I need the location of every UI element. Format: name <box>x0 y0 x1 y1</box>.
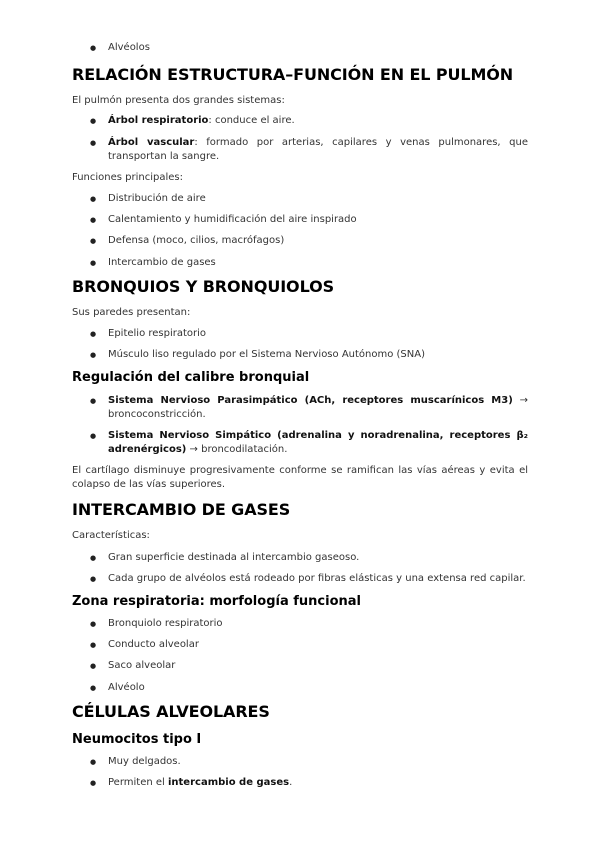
list-item: ● Saco alveolar <box>108 659 528 673</box>
list-item <box>108 776 528 790</box>
list-item: ● Conducto alveolar <box>108 638 528 652</box>
definition: : conduce el aire. <box>208 115 295 126</box>
list-item: ● Alvéolo <box>108 681 528 695</box>
list-item: ● Músculo liso regulado por el Sistema Nervioso Autónomo (SNA) <box>108 348 528 362</box>
section-title-bronquios: BRONQUIOS Y BRONQUIOLOS <box>72 277 335 296</box>
definition: → broncodilatación. <box>186 444 288 455</box>
list-item: ● Calentamiento y humidificación del aire inspirado <box>108 213 528 227</box>
term: Sistema Nervioso Parasimpático (ACh, receptores muscarínicos M3) <box>108 395 513 406</box>
list-item <box>108 394 528 422</box>
section-title-relacion: RELACIÓN ESTRUCTURA–FUNCIÓN EN EL PULMÓN <box>72 65 514 84</box>
subsection-title-neumocitos: Neumocitos tipo I <box>72 732 202 747</box>
list-item: ● Epitelio respiratorio <box>108 327 528 341</box>
list-item <box>108 755 528 769</box>
term: Árbol respiratorio <box>108 115 209 126</box>
subsection-title-zona: Zona respiratoria: morfología funcional <box>72 594 361 609</box>
list-item: ● Intercambio de gases <box>108 256 528 270</box>
paragraph: El pulmón presenta dos grandes sistemas: <box>72 95 285 106</box>
text: Permiten el <box>108 777 168 788</box>
list-item: ● Cada grupo de alvéolos está rodeado por fibras elásticas y una extensa red capilar. <box>108 572 528 586</box>
section-title-intercambio: INTERCAMBIO DE GASES <box>72 500 291 519</box>
text: . <box>289 777 293 788</box>
list-item <box>108 429 528 457</box>
term: Sistema Nervioso Simpático (adrenalina y noradrenalina, receptores β₂ adrenérgicos) <box>108 430 528 455</box>
list-item: ● Distribución de aire <box>108 192 528 206</box>
list-item: ● Defensa (moco, cilios, macrófagos) <box>108 234 528 248</box>
list-item: ● Bronquiolo respiratorio <box>108 617 528 631</box>
section-title-celulas: CÉLULAS ALVEOLARES <box>72 702 270 721</box>
paragraph: Sus paredes presentan: <box>72 307 191 318</box>
list-item <box>108 114 528 128</box>
definition: → broncoconstricción. <box>108 395 529 420</box>
list-item: ● Gran superficie destinada al intercambio gaseoso. <box>108 551 528 565</box>
term: intercambio de gases <box>167 777 290 788</box>
term: Árbol vascular <box>108 137 195 148</box>
paragraph: El cartílago disminuye progresivamente conforme se ramifican las vías aéreas y evita el colapso de las vías superiores. <box>72 465 528 490</box>
list-item: ● Alvéolos <box>108 41 528 55</box>
text: Muy delgados. <box>108 756 181 767</box>
paragraph: Características: <box>72 530 150 541</box>
list-item <box>108 136 528 164</box>
subsection-title-regulacion: Regulación del calibre bronquial <box>72 370 310 385</box>
paragraph: Funciones principales: <box>72 172 183 183</box>
definition: : formado por arterias, capilares y venas pulmonares, que transportan la sangre. <box>108 137 528 162</box>
